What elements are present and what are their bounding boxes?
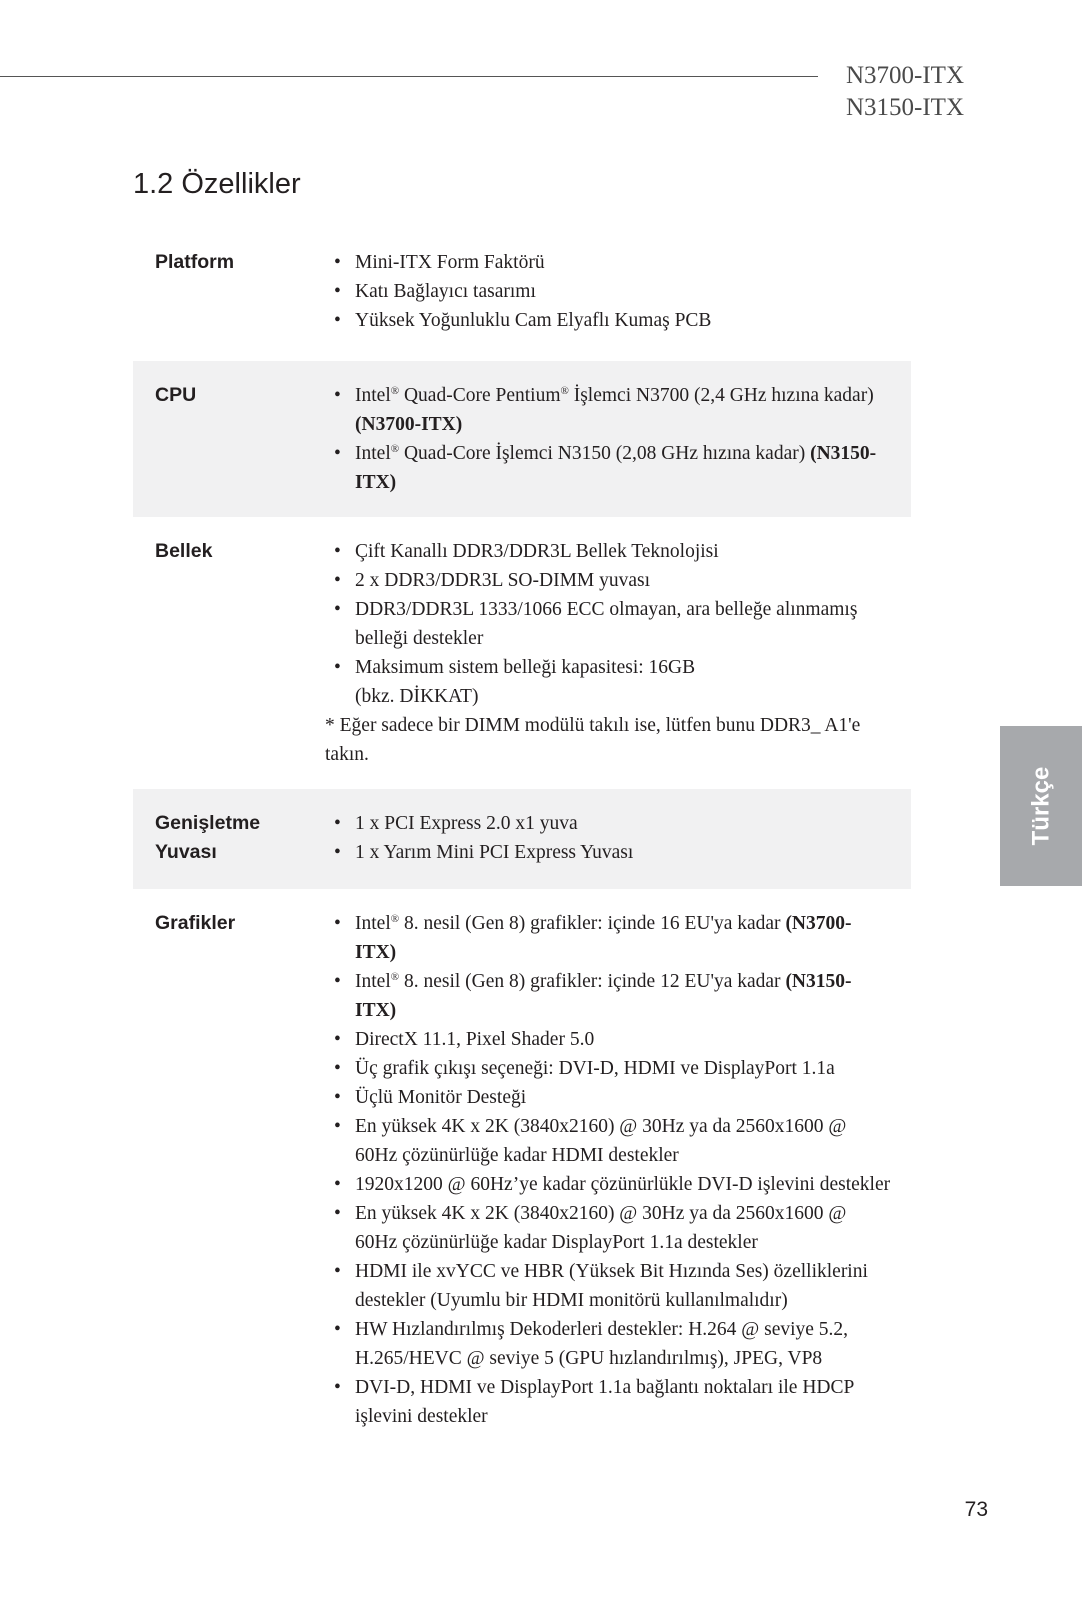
section-title: 1.2 Özellikler (133, 168, 301, 200)
spec-item: • DirectX 11.1, Pixel Shader 5.0 (325, 1025, 891, 1054)
spec-item: • 2 x DDR3/DDR3L SO-DIMM yuvası (325, 566, 891, 595)
spec-items-memory (325, 537, 911, 769)
model-name-n3700: N3700-ITX (845, 62, 964, 89)
spec-item: • 1 x Yarım Mini PCI Express Yuvası (325, 838, 891, 867)
spec-label-cpu: CPU (155, 384, 197, 406)
spec-item: • 1 x PCI Express 2.0 x1 yuva (325, 809, 891, 838)
spec-row-expansion (133, 789, 911, 889)
spec-items-platform (325, 248, 911, 335)
language-tab-label: Türkçe (1026, 766, 1054, 846)
spec-item: • Intel® 8. nesil (Gen 8) grafikler: içinde 16 EU'ya kadar (N3700-ITX) (325, 909, 891, 967)
spec-label-graphics: Grafikler (155, 912, 236, 934)
spec-row-cpu (133, 361, 911, 517)
language-tab (1000, 726, 1082, 886)
spec-item: • En yüksek 4K x 2K (3840x2160) @ 30Hz ya da 2560x1600 @ 60Hz çözünürlüğe kadar DisplayPort 1.1a destekler (325, 1199, 891, 1257)
spec-item: • Intel® Quad-Core İşlemci N3150 (2,08 GHz hızına kadar) (N3150-ITX) (325, 439, 891, 497)
spec-item: • Intel® 8. nesil (Gen 8) grafikler: içinde 12 EU'ya kadar (N3150-ITX) (325, 967, 891, 1025)
spec-label-memory: Bellek (155, 540, 213, 562)
memory-note: * Eğer sadece bir DIMM modülü takılı ise, lütfen bunu DDR3_ A1'e takın. (325, 715, 861, 765)
spec-item: • DDR3/DDR3L 1333/1066 ECC olmayan, ara belleğe alınmamış belleği destekler (325, 595, 891, 653)
spec-row-platform (133, 238, 911, 355)
spec-items-cpu (325, 381, 911, 497)
spec-item: • En yüksek 4K x 2K (3840x2160) @ 30Hz ya da 2560x1600 @ 60Hz çözünürlüğe kadar HDMI destekler (325, 1112, 891, 1170)
spec-item: • Katı Bağlayıcı tasarımı (325, 277, 891, 306)
spec-table (133, 238, 911, 1451)
spec-items-expansion (325, 809, 911, 867)
spec-item: • Üçlü Monitör Desteği (325, 1083, 891, 1112)
spec-item: • Mini-ITX Form Faktörü (325, 248, 891, 277)
spec-item: • 1920x1200 @ 60Hz’ye kadar çözünürlükle DVI-D işlevini destekler (325, 1170, 891, 1199)
header-rule (0, 76, 818, 77)
spec-row-memory (133, 517, 911, 789)
spec-item: • Üç grafik çıkışı seçeneği: DVI-D, HDMI ve DisplayPort 1.1a (325, 1054, 891, 1083)
model-names (846, 60, 964, 124)
spec-items-graphics (325, 909, 911, 1431)
spec-row-graphics (133, 889, 911, 1451)
spec-item: • Maksimum sistem belleği kapasitesi: 16GB (bkz. DİKKAT) (325, 653, 891, 711)
spec-item: • Intel® Quad-Core Pentium® İşlemci N3700 (2,4 GHz hızına kadar) (N3700-ITX) (325, 381, 891, 439)
page-number: 73 (964, 1498, 988, 1521)
spec-label-expansion: Genişletme Yuvası (155, 812, 261, 863)
spec-item: • HW Hızlandırılmış Dekoderleri destekler: H.264 @ seviye 5.2, H.265/HEVC @ seviye 5 (GPU hızlandırılmış), JPEG, VP8 (325, 1315, 891, 1373)
spec-label-platform: Platform (155, 251, 235, 273)
model-name-n3150: N3150-ITX (845, 94, 964, 121)
spec-item: • Çift Kanallı DDR3/DDR3L Bellek Teknolojisi (325, 537, 891, 566)
spec-item: • DVI-D, HDMI ve DisplayPort 1.1a bağlantı noktaları ile HDCP işlevini destekler (325, 1373, 891, 1431)
spec-item: • HDMI ile xvYCC ve HBR (Yüksek Bit Hızında Ses) özelliklerini destekler (Uyumlu bir HDMI monitörü kullanılmalıdır) (325, 1257, 891, 1315)
spec-item: • Yüksek Yoğunluklu Cam Elyaflı Kumaş PCB (325, 306, 891, 335)
